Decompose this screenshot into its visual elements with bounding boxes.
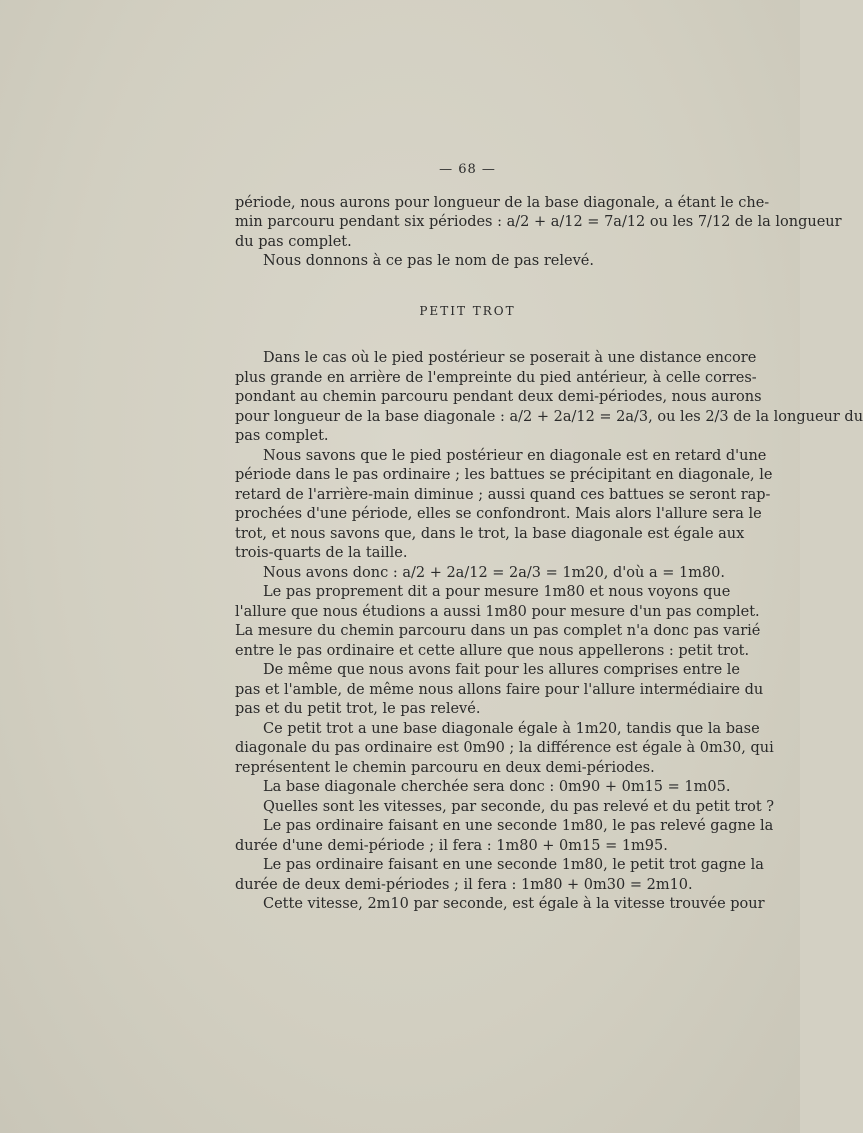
text-line: pour longueur de la base diagonale : a/2 + 2a/12 = 2a/3, ou les 2/3 de la longueur du — [235, 408, 863, 425]
text-line: du pas complet. — [235, 233, 352, 250]
text-line: durée de deux demi-périodes ; il fera : 1m80 + 0m30 = 2m10. — [235, 876, 693, 893]
text-line: représentent le chemin parcouru en deux demi-périodes. — [235, 759, 655, 776]
text-line: Ce petit trot a une base diagonale égale à 1m20, tandis que la base — [263, 720, 760, 737]
text-line: La base diagonale cherchée sera donc : 0m90 + 0m15 = 1m05. — [263, 779, 731, 795]
text-line: Le pas ordinaire faisant en une seconde 1m80, le pas relevé gagne la — [263, 818, 774, 834]
text-line: pas et du petit trot, le pas relevé. — [235, 701, 481, 717]
text-line: La mesure du chemin parcouru dans un pas complet n'a donc pas varié — [235, 623, 761, 639]
text-line: De même que nous avons fait pour les allures comprises entre le — [263, 662, 740, 678]
text-line: Cette vitesse, 2m10 par seconde, est égale à la vitesse trouvée pour — [263, 896, 765, 912]
text-line: diagonale du pas ordinaire est 0m90 ; la différence est égale à 0m30, qui — [235, 740, 774, 756]
text-line: durée d'une demi-période ; il fera : 1m80 + 0m15 = 1m95. — [235, 837, 668, 854]
page-number: — 68 — — [439, 162, 496, 177]
text-line: min parcouru pendant six périodes : a/2 + a/12 = 7a/12 ou les 7/12 de la longueur — [235, 214, 842, 230]
text-line: Nous donnons à ce pas le nom de pas relevé. — [263, 253, 594, 269]
text-line: Quelles sont les vitesses, par seconde, du pas relevé et du petit trot ? — [263, 798, 775, 815]
text-line: plus grande en arrière de l'empreinte du pied antérieur, à celle corres- — [235, 369, 757, 386]
section-heading: PETIT TROT — [419, 303, 516, 318]
text-line: trois-quarts de la taille. — [235, 545, 408, 561]
text-line: période dans le pas ordinaire ; les battues se précipitant en diagonale, le — [235, 467, 773, 483]
text-line: Le pas ordinaire faisant en une seconde 1m80, le petit trot gagne la — [263, 857, 764, 873]
text-line: période, nous aurons pour longueur de la base diagonale, a étant le che- — [235, 194, 770, 211]
text-line: retard de l'arrière-main diminue ; aussi quand ces battues se seront rap- — [235, 486, 771, 503]
page-content — [235, 160, 863, 915]
text-line: entre le pas ordinaire et cette allure que nous appellerons : petit trot. — [235, 642, 750, 659]
text-line: Nous savons que le pied postérieur en diagonale est en retard d'une — [263, 447, 767, 464]
text-line: Nous avons donc : a/2 + 2a/12 = 2a/3 = 1m20, d'où a = 1m80. — [263, 564, 726, 581]
text-line: pas complet. — [235, 428, 329, 444]
text-line: pas et l'amble, de même nous allons faire pour l'allure intermédiaire du — [235, 681, 764, 698]
text-line: Le pas proprement dit a pour mesure 1m80 et nous voyons que — [263, 584, 731, 600]
text-line: Dans le cas où le pied postérieur se poserait à une distance encore — [263, 350, 757, 366]
text-line: l'allure que nous étudions a aussi 1m80 pour mesure d'un pas complet. — [235, 603, 760, 620]
text-line: trot, et nous savons que, dans le trot, la base diagonale est égale aux — [235, 525, 745, 542]
text-line: pondant au chemin parcouru pendant deux demi-périodes, nous aurons — [235, 389, 762, 405]
text-line: prochées d'une période, elles se confondront. Mais alors l'allure sera le — [235, 506, 762, 522]
